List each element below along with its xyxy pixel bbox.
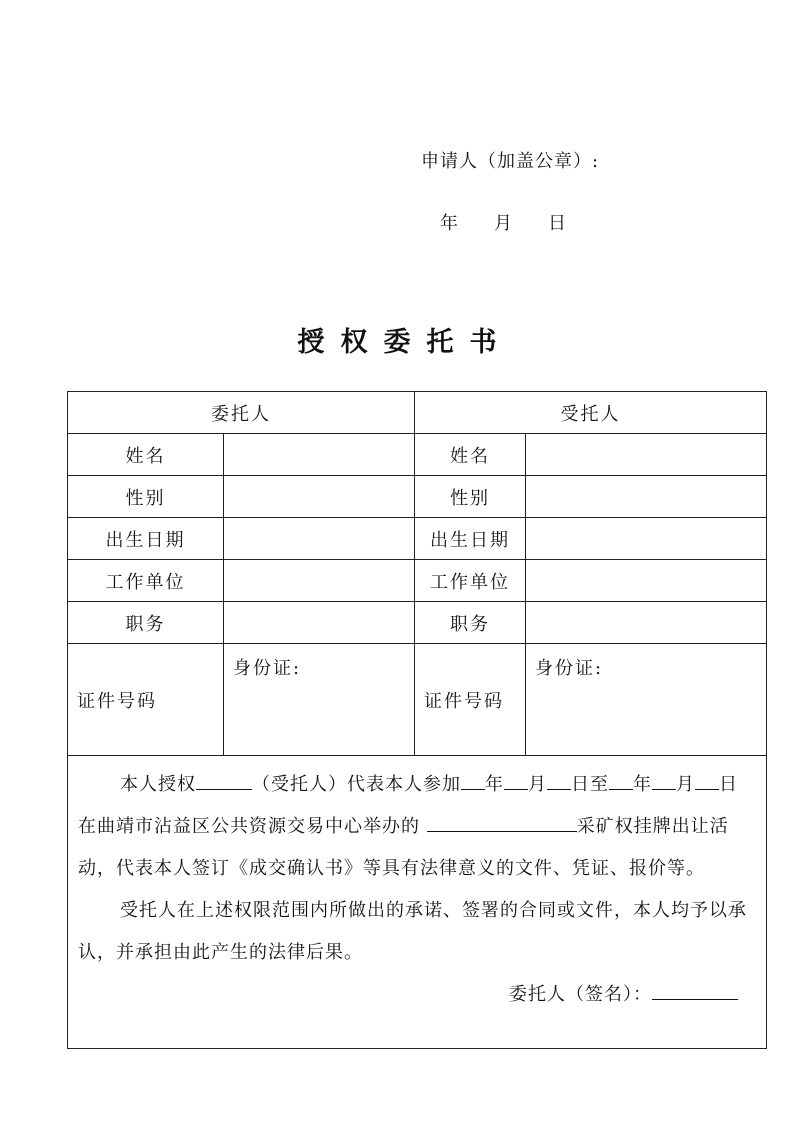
text-segment: 采矿权挂牌出让活动，代表本人签订《成交确认书》等具有法律意义的文件、凭证、报价等。 (78, 816, 729, 879)
agent-name-blank[interactable] (196, 771, 252, 790)
authorization-paragraph (78, 764, 756, 890)
agent-employer-label: 工作单位 (415, 560, 526, 602)
start-year-blank[interactable] (461, 771, 485, 790)
application-date (440, 209, 566, 235)
text-segment: 日至 (571, 774, 609, 795)
principal-gender-label: 性别 (68, 476, 224, 518)
principal-id-label: 证件号码 (68, 644, 224, 756)
agent-header: 受托人 (415, 392, 767, 434)
text-segment: （受托人）代表本人参加 (252, 774, 461, 795)
date-month-label: 月 (494, 213, 512, 234)
table-header-row (68, 392, 767, 434)
table-row (68, 476, 767, 518)
agent-id-label: 证件号码 (415, 644, 526, 756)
document-title: 授权委托书 (297, 327, 513, 358)
principal-signature-line (78, 974, 756, 1016)
text-segment: 日 (719, 774, 738, 795)
end-day-blank[interactable] (695, 771, 719, 790)
end-month-blank[interactable] (652, 771, 676, 790)
principal-header: 委托人 (68, 392, 415, 434)
principal-id-field[interactable] (224, 644, 415, 756)
principal-name-label: 姓名 (68, 434, 224, 476)
table-row (68, 602, 767, 644)
table-row (68, 644, 767, 756)
principal-gender-field[interactable] (224, 476, 415, 518)
principal-birthdate-label: 出生日期 (68, 518, 224, 560)
table-row (68, 434, 767, 476)
table-row (68, 560, 767, 602)
signature-blank[interactable] (652, 981, 738, 1000)
agent-gender-label: 性别 (415, 476, 526, 518)
applicant-seal-label: 申请人（加盖公章）: (421, 151, 600, 172)
agent-name-field[interactable] (526, 434, 767, 476)
agent-id-prefix: 身份证: (535, 658, 604, 679)
text-segment: 年 (485, 774, 504, 795)
text-segment: 月 (676, 774, 695, 795)
start-month-blank[interactable] (504, 771, 528, 790)
authorization-text-row (68, 756, 767, 1049)
principal-id-prefix: 身份证: (233, 658, 302, 679)
principal-employer-label: 工作单位 (68, 560, 224, 602)
text-segment: 年 (633, 774, 652, 795)
agent-position-label: 职务 (415, 602, 526, 644)
text-segment: 月 (528, 774, 547, 795)
principal-birthdate-field[interactable] (224, 518, 415, 560)
project-name-blank[interactable] (427, 813, 577, 832)
agent-birthdate-label: 出生日期 (415, 518, 526, 560)
text-segment: 本人授权 (120, 774, 196, 795)
liability-paragraph: 受托人在上述权限范围内所做出的承诺、签署的合同或文件，本人均予以承认，并承担由此产生的法律后果。 (78, 900, 747, 963)
date-day-label: 日 (548, 213, 566, 234)
end-year-blank[interactable] (609, 771, 633, 790)
agent-position-field[interactable] (526, 602, 767, 644)
authorization-form-table (67, 391, 767, 1049)
principal-name-field[interactable] (224, 434, 415, 476)
start-day-blank[interactable] (547, 771, 571, 790)
agent-id-field[interactable] (526, 644, 767, 756)
authorization-text (68, 756, 767, 1049)
agent-name-label: 姓名 (415, 434, 526, 476)
principal-position-label: 职务 (68, 602, 224, 644)
principal-employer-field[interactable] (224, 560, 415, 602)
date-year-label: 年 (440, 213, 458, 234)
agent-birthdate-field[interactable] (526, 518, 767, 560)
table-row (68, 518, 767, 560)
agent-employer-field[interactable] (526, 560, 767, 602)
signature-label: 委托人（签名）： (509, 984, 652, 1005)
principal-position-field[interactable] (224, 602, 415, 644)
text-segment: 在曲靖市沾益区公共资源交易中心举办的 (78, 816, 427, 837)
agent-gender-field[interactable] (526, 476, 767, 518)
